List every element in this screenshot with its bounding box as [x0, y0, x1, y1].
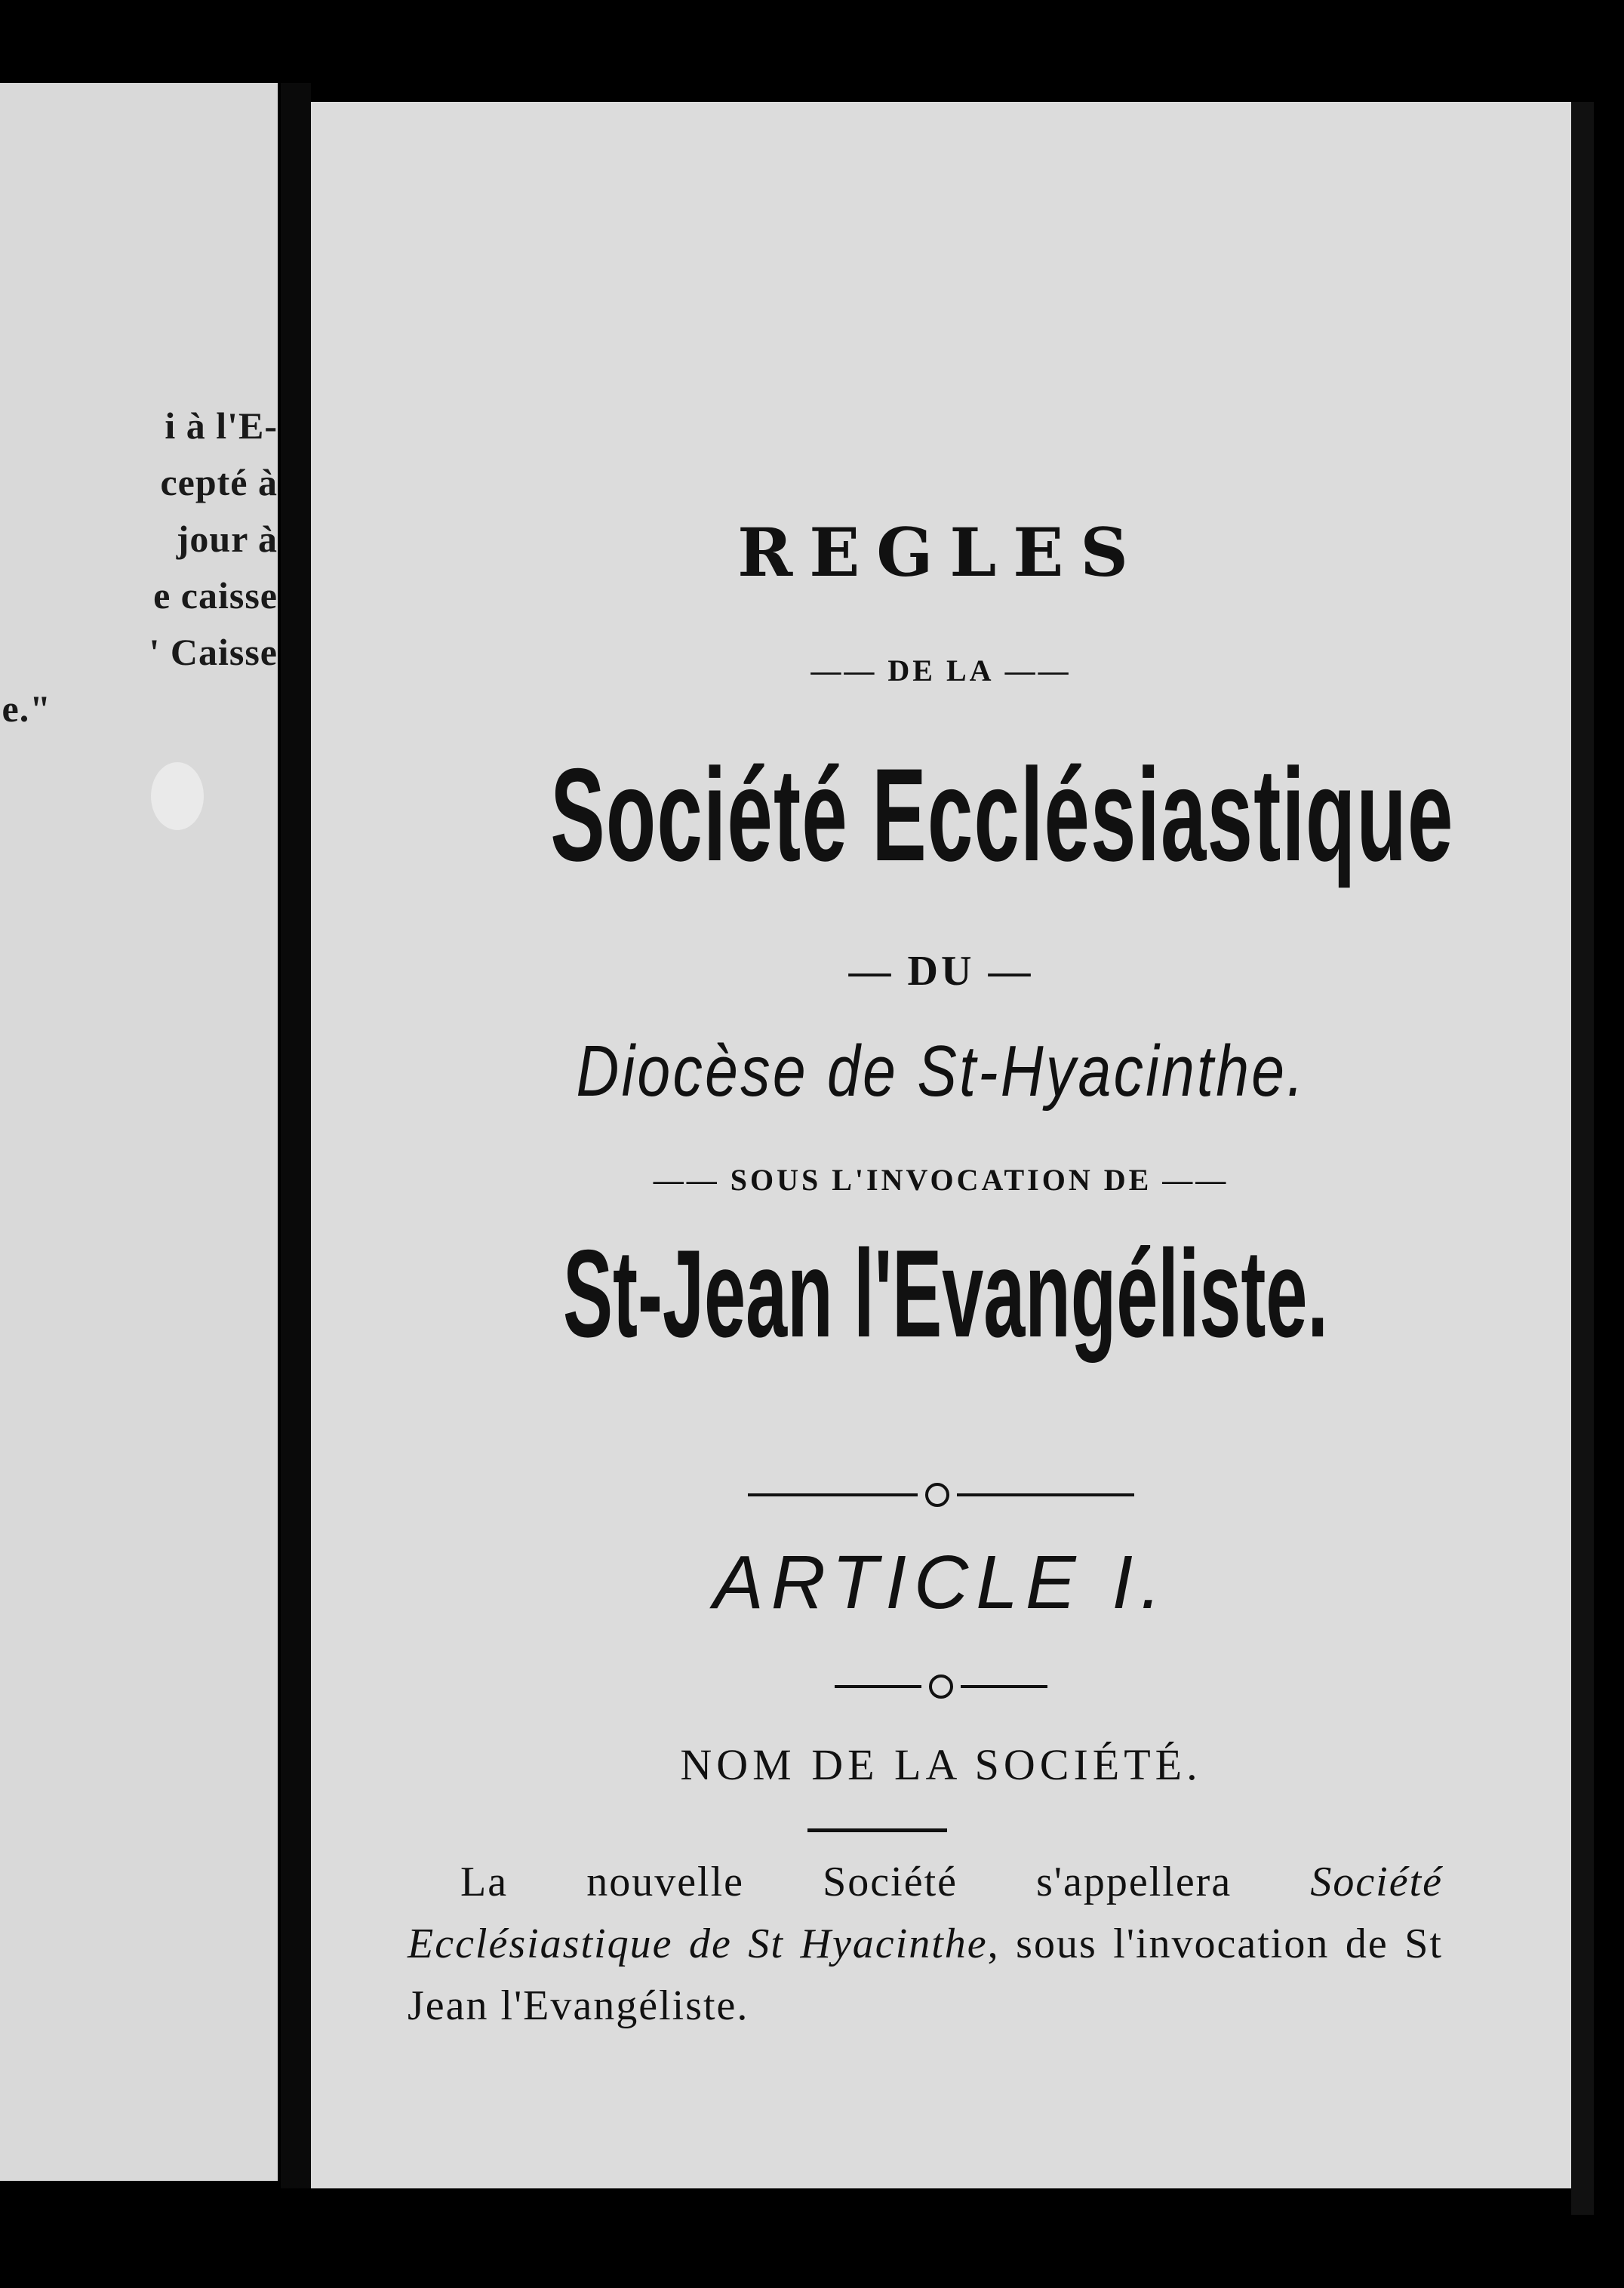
paragraph-end: , sous l'invocation de St Jean l'Evangéliste.	[408, 1921, 1443, 2029]
divider-rule	[807, 1828, 947, 1832]
left-text-line: jour à	[176, 518, 278, 560]
paper-stain	[151, 762, 204, 830]
paragraph-italic: Société Ecclésiastique de St Hyacinthe	[408, 1859, 1443, 1967]
ornament-separator	[311, 1474, 1571, 1509]
page-edge	[1571, 102, 1594, 2215]
title-sous: —— SOUS L'INVOCATION DE ——	[653, 1163, 1229, 1197]
title-page	[311, 102, 1571, 2188]
article-paragraph	[408, 1851, 1443, 2037]
paragraph-start: La nouvelle Société s'appellera	[460, 1859, 1311, 1905]
title-du: — DU —	[848, 948, 1034, 995]
left-text-line: cepté à	[160, 461, 278, 503]
article-subheading: NOM DE LA SOCIÉTÉ.	[680, 1740, 1202, 1789]
left-text-line: ' Caisse	[149, 631, 278, 673]
left-page	[0, 83, 278, 2181]
du-text: DU	[907, 948, 975, 995]
book-spine	[281, 83, 311, 2188]
ornament-separator	[311, 1665, 1571, 1701]
left-text-line: i à l'E-	[165, 404, 278, 447]
de-la-text: DE LA	[887, 653, 995, 687]
title-regles: REGLES	[737, 513, 1145, 592]
title-diocese: Diocèse de St-Hyacinthe.	[576, 1031, 1306, 1112]
sous-text: SOUS L'INVOCATION DE	[730, 1163, 1152, 1197]
title-societe: Société Ecclésiastique	[550, 742, 1454, 889]
article-heading: ARTICLE I.	[713, 1540, 1169, 1625]
left-text-line: e caisse	[153, 574, 278, 617]
left-text-line: e."	[2, 687, 51, 730]
title-patron: St-Jean l'Evangéliste.	[563, 1224, 1328, 1363]
title-de-la: —— DE LA ——	[810, 653, 1072, 687]
